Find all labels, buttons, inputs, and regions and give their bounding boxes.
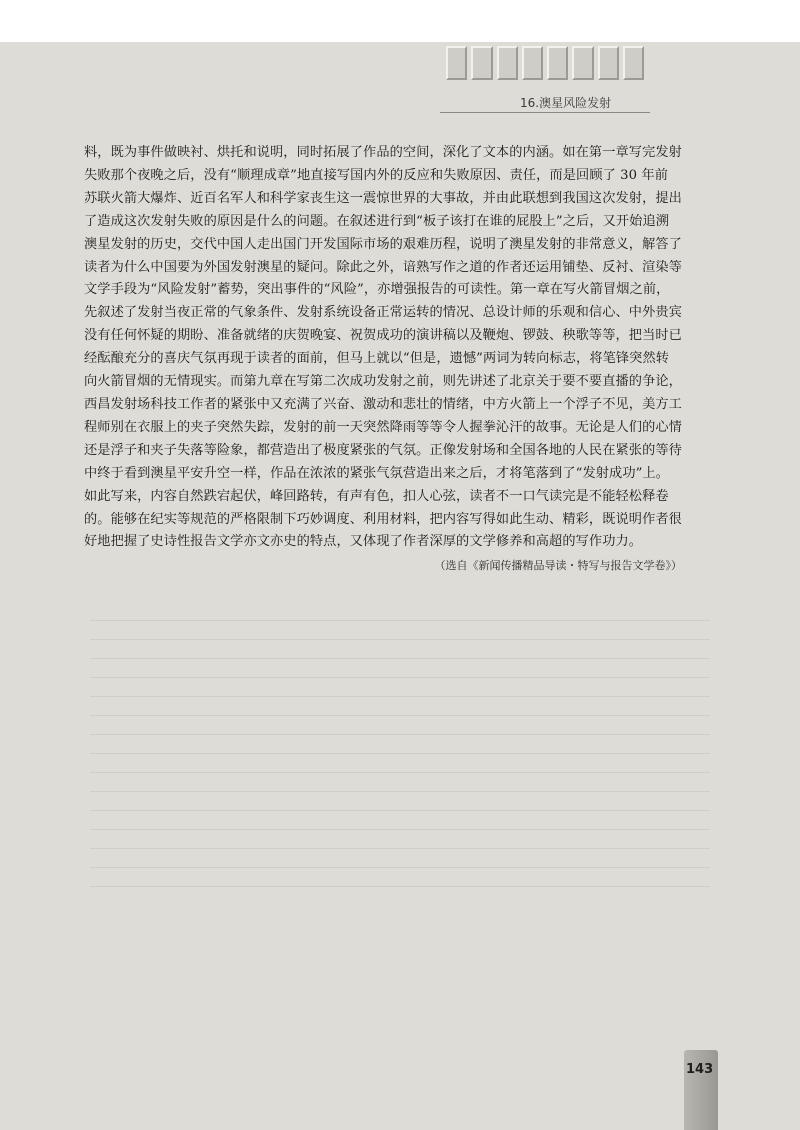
text-line: 失败那个夜晚之后，没有“顺理成章”地直接写国内外的反应和失败原因、责任，而是回顾了 30 年前 <box>84 167 669 183</box>
text-line: 了造成这次发射失败的原因是什么的问题。在叙述进行到“板子该打在谁的屁股上”之后，又开始追溯 <box>84 213 670 229</box>
header-decoration <box>440 42 650 84</box>
text-line: 没有任何怀疑的期盼、准备就绪的庆贺晚宴、祝贺成功的演讲稿以及鞭炮、锣鼓、秧歌等等，把当时已 <box>84 328 682 344</box>
header-rule <box>440 112 650 113</box>
text-line: 读者为什么中国要为外国发射澳星的疑问。除此之外，谙熟写作之道的作者还运用铺垫、反衬、渲染等 <box>84 259 682 275</box>
text-line: 先叙述了发射当夜正常的气象条件、发射系统设备正常运转的情况、总设计师的乐观和信心、中外贵宾 <box>84 305 682 321</box>
text-line: 如此写来，内容自然跌宕起伏，峰回路转，有声有色，扣人心弦，读者不一口气读完是不能轻松释卷 <box>84 488 669 504</box>
section-title: 16.澳星风险发射 <box>520 96 612 110</box>
text-line: 料，既为事件做映衬、烘托和说明，同时拓展了作品的空间，深化了文本的内涵。如在第一章写完发射 <box>84 145 682 160</box>
text-line: 中终于看到澳星平安升空一样，作品在浓浓的紧张气氛营造出来之后，才将笔落到了“发射成功”上。 <box>84 465 670 481</box>
text-line: 好地把握了史诗性报告文学亦文亦史的特点，又体现了作者深厚的文学修养和高超的写作功力。 <box>84 534 643 550</box>
source-citation: （选自《新闻传播精品导读・特写与报告文学卷》） <box>434 559 682 572</box>
text-line: 文学手段为“风险发射”蓄势，突出事件的“风险”，亦增强报告的可读性。第一章在写火箭冒烟之前， <box>84 282 670 298</box>
text-line: 的。能够在纪实等规范的严格限制下巧妙调度、利用材料，把内容写得如此生动、精彩，既说明作者很 <box>84 511 682 527</box>
page-number: 143 <box>686 1062 714 1077</box>
article-body <box>84 142 720 554</box>
text-line: 经酝酿充分的喜庆气氛再现于读者的面前，但马上就以“但是，遗憾”两词为转向标志，将笔锋突然转 <box>84 351 670 367</box>
text-line: 苏联火箭大爆炸、近百名军人和科学家丧生这一震惊世界的大事故，并由此联想到我国这次发射，提出 <box>84 190 682 206</box>
text-line: 还是浮子和夹子失落等险象，都营造出了极度紧张的气氛。正像发射场和全国各地的人民在紧张的等待 <box>84 442 682 458</box>
text-line: 西昌发射场科技工作者的紧张中又充满了兴奋、激动和悲壮的情绪，中方火箭上一个浮子不见，美方工 <box>84 396 682 412</box>
text-line: 程师别在衣服上的夹子突然失踪，发射的前一天突然降雨等等令人握拳沁汗的故事。无论是人们的心情 <box>84 419 682 435</box>
text-line: 澳星发射的历史，交代中国人走出国门开发国际市场的艰难历程，说明了澳星发射的非常意义，解答了 <box>84 236 682 252</box>
book-page <box>0 42 800 1130</box>
bleed-through-shadow <box>90 602 710 902</box>
text-line: 向火箭冒烟的无情现实。而第九章在写第二次成功发射之前，则先讲述了北京关于要不要直播的争论， <box>84 374 682 390</box>
